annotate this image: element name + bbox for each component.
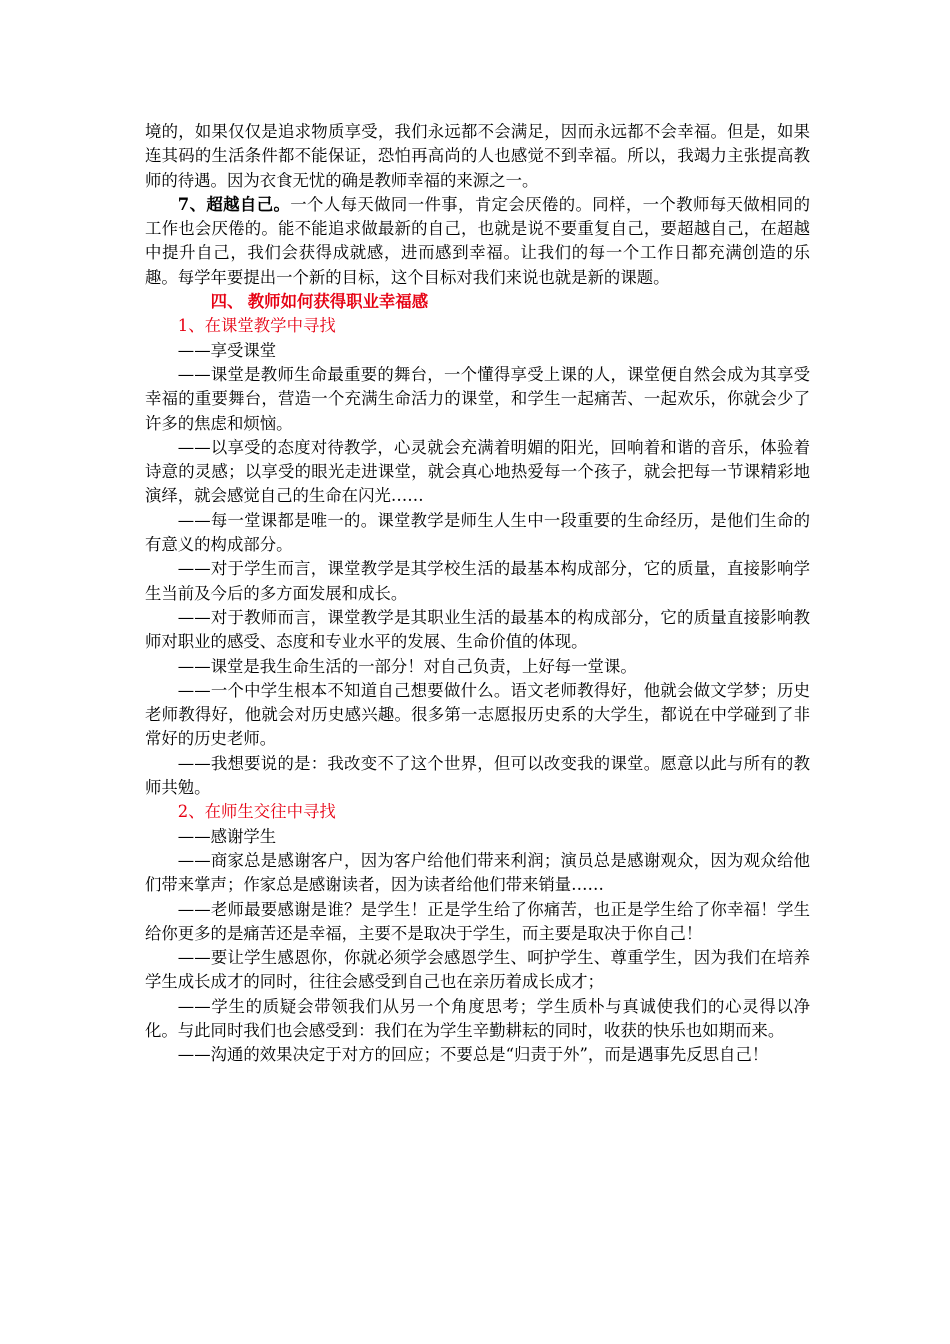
sub1-paragraph: ——一个中学生根本不知道自己想要做什么。语文老师教得好，他就会做文学梦；历史老师教得好，他就会对历史感兴趣。很多第一志愿报历史系的大学生，都说在中学碰到了非常好的历史老师。 <box>145 680 810 749</box>
document-page <box>145 120 810 1068</box>
sub1-paragraph: ——每一堂课都是唯一的。课堂教学是师生人生中一段重要的生命经历，是他们生命的有意义的构成部分。 <box>145 510 810 555</box>
subsection-1-heading: 1、在课堂教学中寻找 <box>177 316 336 336</box>
sub2-paragraph: ——老师最要感谢是谁？是学生！正是学生给了你痛苦，也正是学生给了你幸福！学生给你更多的是痛苦还是幸福，主要不是取决于学生，而主要是取决于你自己！ <box>145 899 810 943</box>
section-4-title: 教师如何获得职业幸福感 <box>247 292 429 312</box>
sub2-paragraph: ——学生的质疑会带领我们从另一个角度思考；学生质朴与真诚使我们的心灵得以净化。与此同时我们也会感受到：我们在为学生辛勤耕耘的同时，收获的快乐也如期而来。 <box>145 996 810 1040</box>
section-4-number: 四、 <box>210 292 244 312</box>
point-7-text: 一个人每天做同一件事，肯定会厌倦的。同样，一个教师每天做相同的工作也会厌倦的。能不能追求做最新的自己，也就是说不要重复自己，要超越自己，在超越中提升自己，我们会获得成就感，进而感到幸福。让我们的每一个工作日都充满创造的乐趣。每学年要提出一个新的目标，这个目标对我们来说也就是新的课题。 <box>145 194 811 287</box>
sub1-paragraph: ——对于教师而言，课堂教学是其职业生活的最基本的构成部分，它的质量直接影响教师对职业的感受、态度和专业水平的发展、生命价值的体现。 <box>145 607 810 652</box>
sub1-paragraph: ——我想要说的是：我改变不了这个世界，但可以改变我的课堂。愿意以此与所有的教师共勉。 <box>145 753 810 798</box>
sub1-paragraph: ——课堂是我生命生活的一部分！对自己负责，上好每一堂课。 <box>177 656 637 676</box>
sub1-paragraph: ——享受课堂 <box>177 340 277 360</box>
sub1-paragraph: ——以享受的态度对待教学，心灵就会充满着明媚的阳光，回响着和谐的音乐，体验着诗意的灵感；以享受的眼光走进课堂，就会真心地热爱每一个孩子，就会把每一节课精彩地演绎，就会感觉自己的生命在闪光…… <box>145 437 810 506</box>
sub1-paragraph: ——对于学生而言，课堂教学是其学校生活的最基本构成部分，它的质量，直接影响学生当前及今后的多方面发展和成长。 <box>145 559 810 603</box>
point-7-heading: 7、超越自己。 <box>177 194 291 214</box>
sub2-paragraph: ——沟通的效果决定于对方的回应；不要总是“归责于外”，而是遇事先反思自己！ <box>177 1045 769 1065</box>
sub1-paragraph: ——课堂是教师生命最重要的舞台，一个懂得享受上课的人，课堂便自然会成为其享受幸福的重要舞台，营造一个充满生命活力的课堂，和学生一起痛苦、一起欢乐，你就会少了许多的焦虑和烦恼。 <box>145 364 810 433</box>
sub2-paragraph: ——感谢学生 <box>177 826 277 846</box>
subsection-2-heading: 2、在师生交往中寻找 <box>177 802 336 822</box>
sub2-paragraph: ——要让学生感恩你，你就必须学会感恩学生、呵护学生、尊重学生，因为我们在培养学生成长成才的同时，往往会感受到自己也在亲历着成长成才； <box>145 948 810 992</box>
point-7-paragraph <box>145 193 810 290</box>
intro-continuation-paragraph: 境的，如果仅仅是追求物质享受，我们永远都不会满足，因而永远都不会幸福。但是，如果连其码的生活条件都不能保证，恐怕再高尚的人也感觉不到幸福。所以，我竭力主张提高教师的待遇。因为衣食无忧的确是教师幸福的来源之一。 <box>145 122 810 190</box>
section-4-heading <box>145 290 810 314</box>
sub2-paragraph: ——商家总是感谢客户，因为客户给他们带来利润；演员总是感谢观众，因为观众给他们带来掌声；作家总是感谢读者，因为读者给他们带来销量…… <box>145 850 810 895</box>
